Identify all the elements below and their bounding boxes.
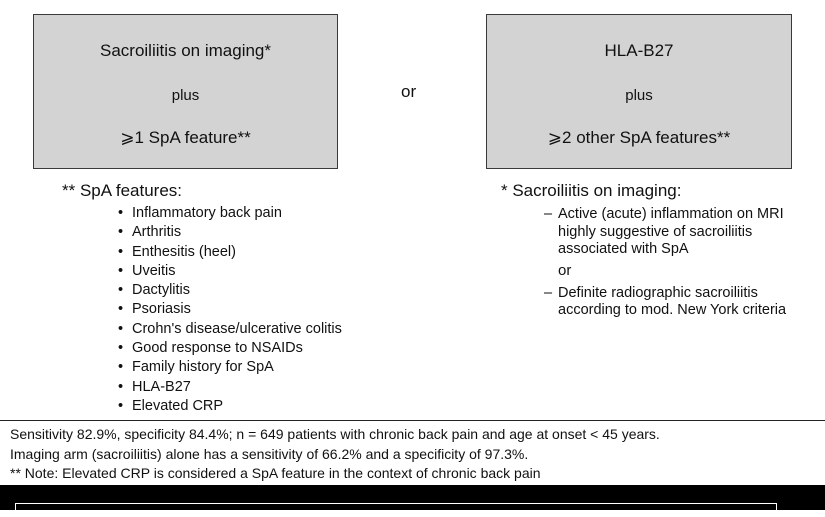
criteria-box-clinical-arm: [486, 14, 792, 169]
spa-features-list: [118, 204, 342, 416]
band-frame: [15, 503, 777, 517]
list-item: • Good response to NSAIDs: [118, 339, 342, 358]
sacroiliitis-mri-option: – Active (acute) inflammation on MRI highly suggestive of sacroiliitis associated with SpA: [544, 206, 814, 259]
list-item: • Psoriasis: [118, 300, 342, 319]
sacroiliitis-heading: * Sacroiliitis on imaging:: [501, 181, 682, 200]
sacroiliitis-definitions: [544, 206, 814, 320]
list-item: • Family history for SpA: [118, 358, 342, 377]
imaging-arm-title: Sacroiliitis on imaging*: [99, 41, 272, 60]
sacroiliitis-or: or: [558, 261, 572, 279]
clinical-arm-requirement: ⩾2 other SpA features**: [547, 128, 731, 147]
list-item: • Enthesitis (heel): [118, 243, 342, 262]
list-item: • Dactylitis: [118, 281, 342, 300]
divider: [0, 420, 825, 421]
list-item: • Arthritis: [118, 223, 342, 242]
imaging-arm-requirement: ⩾1 SpA feature**: [120, 128, 251, 147]
list-item: • Crohn's disease/ulcerative colitis: [118, 320, 342, 339]
clinical-arm-plus: plus: [625, 87, 653, 104]
or-connector: or: [401, 82, 417, 101]
list-item: • HLA-B27: [118, 378, 342, 397]
bottom-band: [0, 485, 825, 510]
footnotes: [10, 425, 660, 484]
clinical-arm-title: HLA-B27: [604, 41, 674, 60]
list-item: • Inflammatory back pain: [118, 204, 342, 223]
criteria-box-imaging-arm: [33, 14, 338, 169]
imaging-arm-plus: plus: [171, 87, 200, 104]
list-item: • Uveitis: [118, 262, 342, 281]
sacroiliitis-radiographic-option: – Definite radiographic sacroiliitis according to mod. New York criteria: [544, 285, 814, 320]
footnote-imaging-arm: Imaging arm (sacroiliitis) alone has a sensitivity of 66.2% and a specificity of 97.3%.: [10, 445, 529, 462]
footnote-crp-note: ** Note: Elevated CRP is considered a SpA feature in the context of chronic back pain: [10, 465, 541, 481]
spa-features-heading: ** SpA features:: [62, 181, 183, 200]
list-item: • Elevated CRP: [118, 397, 342, 416]
footnote-sensitivity: Sensitivity 82.9%, specificity 84.4%; n = 649 patients with chronic back pain and age at onset < 45 years.: [10, 426, 660, 442]
